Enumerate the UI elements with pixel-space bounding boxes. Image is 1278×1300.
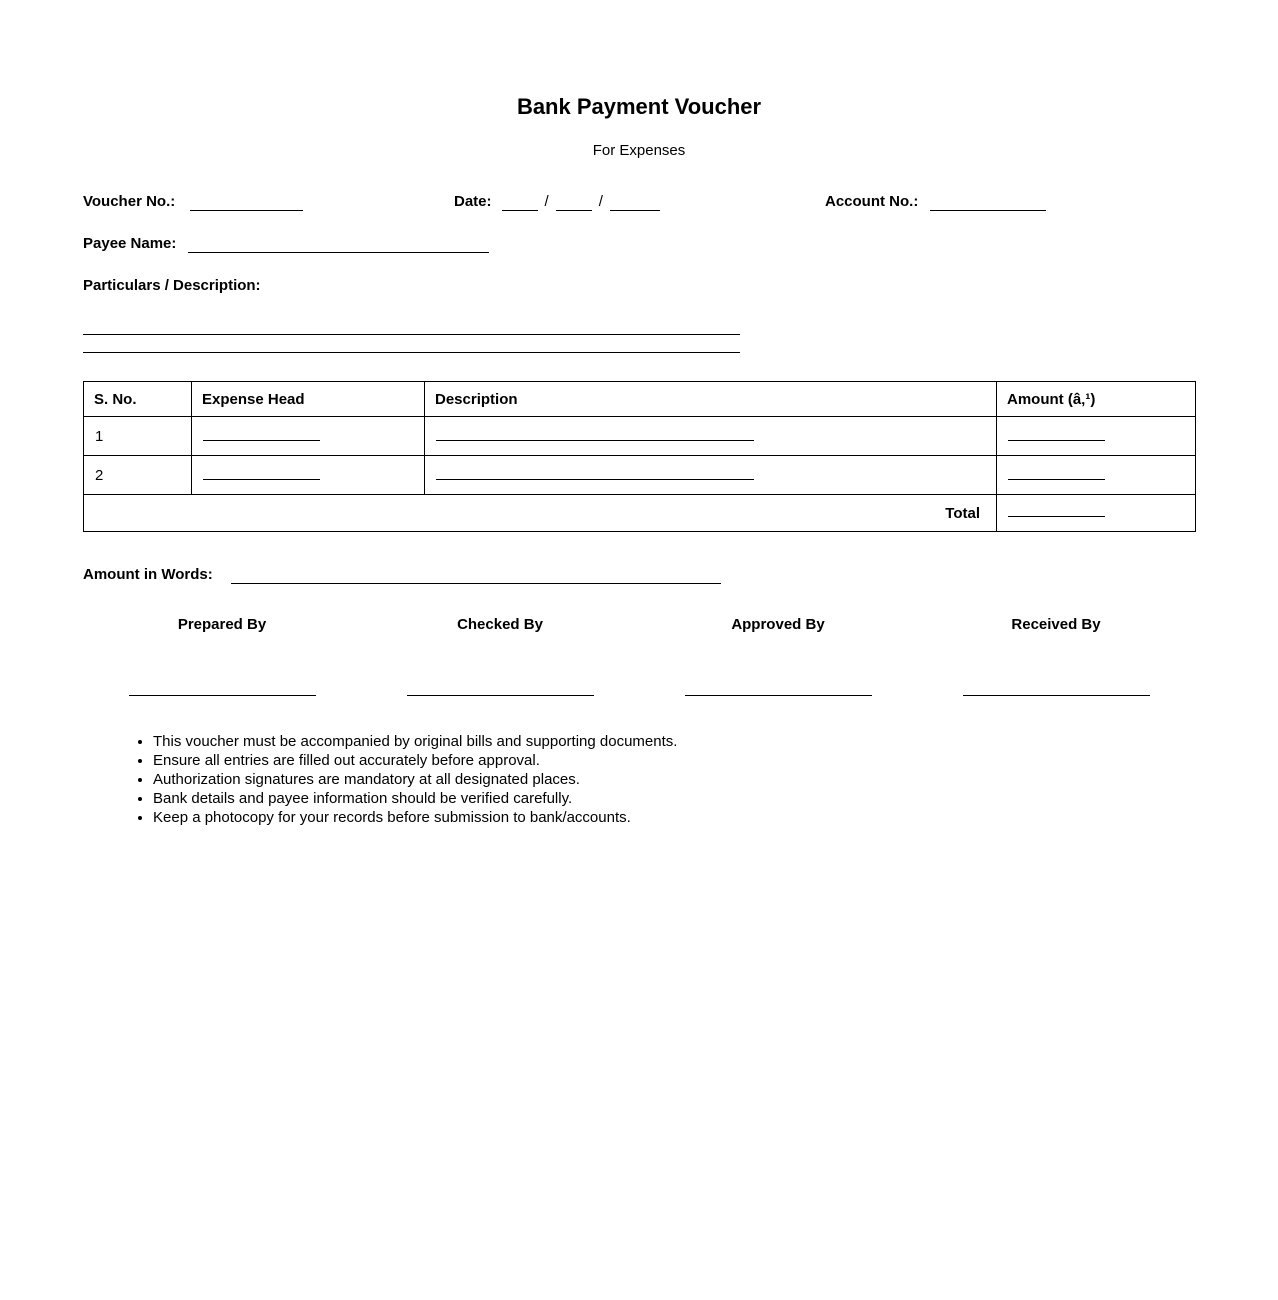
date-separator: / <box>544 193 549 210</box>
page-subtitle: For Expenses <box>592 142 686 159</box>
row-sno: 1 <box>84 417 192 456</box>
row-amount-blank <box>997 417 1196 456</box>
amount-in-words-field <box>83 566 721 584</box>
particulars-label: Particulars / Description: <box>83 277 261 294</box>
payee-name-label: Payee Name: <box>83 235 177 252</box>
signature-label: Approved By <box>731 616 825 633</box>
voucher-no-blank <box>190 193 303 211</box>
payee-name-blank <box>188 235 489 253</box>
header-description: Description <box>425 382 997 417</box>
table-row <box>84 456 1196 495</box>
row-expense-head-blank <box>192 456 425 495</box>
row-amount-blank <box>997 456 1196 495</box>
row-sno: 2 <box>84 456 192 495</box>
note-item: • Authorization signatures are mandatory at all designated places. <box>153 770 1033 789</box>
signature-section <box>83 616 1195 696</box>
total-label: Total <box>84 495 997 532</box>
date-field <box>454 193 660 211</box>
signature-line <box>963 695 1150 696</box>
signature-line <box>685 695 872 696</box>
account-no-blank <box>930 193 1046 211</box>
page-title: Bank Payment Voucher <box>516 94 762 119</box>
signature-line <box>129 695 316 696</box>
table-header-row <box>84 382 1196 417</box>
signature-col-checked-by <box>361 616 639 696</box>
date-separator: / <box>598 193 603 210</box>
signature-col-received-by <box>917 616 1195 696</box>
header-sno: S. No. <box>84 382 192 417</box>
row-expense-head-blank <box>192 417 425 456</box>
amount-in-words-label: Amount in Words: <box>83 566 213 583</box>
particulars-line-2 <box>83 352 740 353</box>
expense-table <box>83 381 1196 532</box>
signature-label: Received By <box>1011 616 1101 633</box>
signature-col-prepared-by <box>83 616 361 696</box>
row-description-blank <box>425 456 997 495</box>
note-item: • Keep a photocopy for your records before submission to bank/accounts. <box>153 808 1033 827</box>
amount-in-words-blank <box>231 566 721 584</box>
voucher-no-label: Voucher No.: <box>83 193 176 210</box>
table-total-row <box>84 495 1196 532</box>
date-year-blank <box>610 193 660 211</box>
payee-name-field <box>83 235 489 253</box>
signature-label: Prepared By <box>177 616 267 633</box>
account-no-label: Account No.: <box>825 193 919 210</box>
total-amount-blank <box>997 495 1196 532</box>
particulars-line-1 <box>83 334 740 335</box>
date-label: Date: <box>454 193 492 210</box>
table-row <box>84 417 1196 456</box>
account-no-field <box>825 193 1046 211</box>
note-item: • Bank details and payee information should be verified carefully. <box>153 789 1033 808</box>
note-item: • Ensure all entries are filled out accurately before approval. <box>153 751 1033 770</box>
row-description-blank <box>425 417 997 456</box>
signature-col-approved-by <box>639 616 917 696</box>
header-amount: Amount (â‚¹) <box>997 382 1196 417</box>
date-day-blank <box>502 193 538 211</box>
signature-line <box>407 695 594 696</box>
signature-label: Checked By <box>457 616 543 633</box>
notes-list <box>133 732 1033 827</box>
voucher-no-field <box>83 193 303 211</box>
date-month-blank <box>556 193 592 211</box>
note-item: • This voucher must be accompanied by original bills and supporting documents. <box>153 732 1033 751</box>
header-expense-head: Expense Head <box>192 382 425 417</box>
